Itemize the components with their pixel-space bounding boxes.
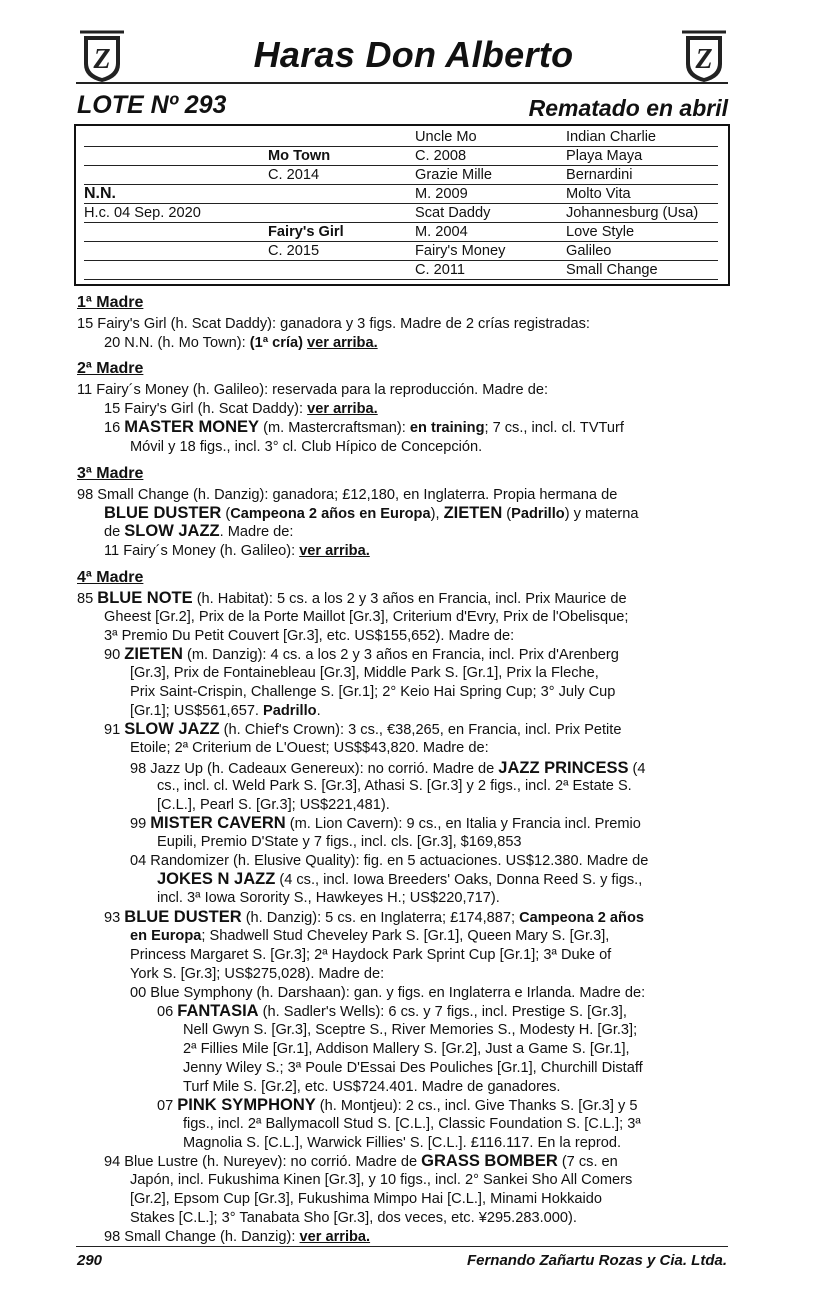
text-line: Princess Margaret S. [Gr.3]; 2ª Haydock Park Sprint Cup [Gr.1]; 3ª Duke of (130, 947, 612, 963)
text-line: 11 Fairy´s Money (h. Galileo): ver arriba. (104, 543, 370, 559)
text-line: 15 Fairy's Girl (h. Scat Daddy): ver arriba. (104, 401, 378, 417)
text-line: Gheest [Gr.2], Prix de la Porte Maillot [Gr.3], Criterium d'Evry, Prix de l'Obelisque; (104, 609, 629, 625)
section-heading: 4ª Madre (77, 569, 144, 586)
text-line: [Gr.2], Epsom Cup [Gr.3], Fukushima Mimpo Hai [C.L.], Minami Hokkaido (130, 1191, 603, 1207)
text-line: cs., incl. cl. Weld Park S. [Gr.3], Athasi S. [Gr.3] y 2 figs., incl. 2ª Estate S. (157, 778, 632, 794)
pedigree-cell: Grazie Mille (415, 167, 493, 183)
text-line: 15 Fairy's Girl (h. Scat Daddy): ganadora y 3 figs. Madre de 2 crías registradas: (77, 316, 590, 332)
text-line: en Europa; Shadwell Stud Cheveley Park S. [Gr.1], Queen Mary S. [Gr.3], (130, 928, 610, 944)
text-line: [Gr.1]; US$561,657. Padrillo. (130, 703, 321, 719)
pedigree-cell: Bernardini (566, 167, 633, 183)
pedigree-cell: M. 2009 (415, 186, 468, 202)
text-line: Stakes [C.L.]; 3° Tanabata Sho [Gr.3], dos veces, etc. ¥295.283.000). (130, 1210, 577, 1226)
pedigree-row (84, 222, 718, 242)
text-line: 90 ZIETEN (m. Danzig): 4 cs. a los 2 y 3 años en Francia, incl. Prix d'Arenberg (104, 645, 619, 663)
pedigree-cell: Scat Daddy (415, 205, 491, 221)
text-line: 98 Small Change (h. Danzig): ver arriba. (104, 1229, 371, 1245)
section-heading: 2ª Madre (77, 360, 144, 377)
text-line: incl. 3ª Iowa Sorority S., Hawkeyes H.; US$220,717). (157, 890, 500, 906)
pedigree-cell: C. 2015 (268, 243, 320, 259)
header-divider (76, 82, 728, 84)
text-line: 16 MASTER MONEY (m. Mastercraftsman): en training; 7 cs., incl. cl. TVTurf (104, 418, 624, 436)
pedigree-cell: Small Change (566, 262, 658, 278)
footer-divider (76, 1246, 728, 1247)
shield-logo-icon (680, 30, 728, 84)
text-line: 07 PINK SYMPHONY (h. Montjeu): 2 cs., incl. Give Thanks S. [Gr.3] y 5 (157, 1096, 638, 1114)
pedigree-row (84, 184, 718, 204)
text-line: Magnolia S. [C.L.], Warwick Fillies' S. [C.L.]. £116.117. En la reprod. (183, 1135, 622, 1151)
footer-company: Fernando Zañartu Rozas y Cia. Ltda. (466, 1252, 727, 1269)
section-heading: 1ª Madre (77, 294, 144, 311)
text-line: Eupili, Premio D'State y 7 figs., incl. cls. [Gr.3], $169,853 (157, 834, 522, 850)
svg-text:Z: Z (695, 44, 713, 75)
text-line: Móvil y 18 figs., incl. 3° cl. Club Hípico de Concepción. (130, 439, 483, 455)
lot-number: LOTE Nº 293 (77, 91, 227, 119)
text-line: BLUE DUSTER (Campeona 2 años en Europa), ZIETEN (Padrillo) y materna (104, 504, 639, 522)
lot-status: Rematado en abril (528, 95, 728, 121)
text-line: 00 Blue Symphony (h. Darshaan): gan. y figs. en Inglaterra e Irlanda. Madre de: (130, 985, 646, 1001)
pedigree-row (84, 241, 718, 261)
pedigree-table (74, 124, 730, 286)
section-heading: 3ª Madre (77, 465, 144, 482)
pedigree-cell: C. 2011 (415, 262, 466, 278)
pedigree-sire: Mo Town (268, 148, 331, 164)
pedigree-cell: Uncle Mo (415, 129, 477, 145)
text-line: 94 Blue Lustre (h. Nureyev): no corrió. Madre de GRASS BOMBER (7 cs. en (104, 1152, 618, 1170)
pedigree-cell: Fairy's Money (415, 243, 506, 259)
text-line: 98 Jazz Up (h. Cadeaux Genereux): no corrió. Madre de JAZZ PRINCESS (4 (130, 759, 646, 777)
text-line: 91 SLOW JAZZ (h. Chief's Crown): 3 cs., €38,265, en Francia, incl. Prix Petite (104, 720, 622, 738)
pedigree-cell: Molto Vita (566, 186, 631, 202)
text-line: Jenny Wiley S.; 3ª Poule D'Essai Des Pouliches [Gr.1], Churchill Distaff (183, 1060, 643, 1076)
text-line: 85 BLUE NOTE (h. Habitat): 5 cs. a los 2 y 3 años en Francia, incl. Prix Maurice de (77, 589, 627, 607)
text-line: 2ª Fillies Mile [Gr.1], Addison Mallery S. [Gr.2], Just a Game S. [Gr.1], (183, 1041, 630, 1057)
text-line: Nell Gwyn S. [Gr.3], Sceptre S., River Memories S., Modesty H. [Gr.3]; (183, 1022, 638, 1038)
pedigree-cell: Playa Maya (566, 148, 643, 164)
pedigree-row (84, 260, 718, 280)
page-number: 290 (77, 1252, 103, 1269)
svg-text:Z: Z (93, 44, 111, 75)
pedigree-cell: C. 2014 (268, 167, 320, 183)
text-line: [C.L.], Pearl S. [Gr.3]; US$221,481). (157, 797, 390, 813)
pedigree-cell: Love Style (566, 224, 635, 240)
pedigree-row (84, 127, 718, 147)
text-line: Prix Saint-Crispin, Challenge S. [Gr.1]; 2° Keio Hai Spring Cup; 3° July Cup (130, 684, 616, 700)
text-line: Etoile; 2ª Criterium de L'Ouest; US$$43,820. Madre de: (130, 740, 489, 756)
text-line: 93 BLUE DUSTER (h. Danzig): 5 cs. en Inglaterra; £174,887; Campeona 2 años (104, 908, 644, 926)
text-line: Japón, incl. Fukushima Kinen [Gr.3], y 10 figs., incl. 2° Sankei Sho All Comers (130, 1172, 633, 1188)
pedigree-cell: Johannesburg (Usa) (566, 205, 699, 221)
text-line: 20 N.N. (h. Mo Town): (1ª cría) ver arriba. (104, 335, 378, 351)
pedigree-row (84, 165, 718, 185)
text-line: Turf Mile S. [Gr.2], etc. US$724.401. Madre de ganadores. (183, 1079, 561, 1095)
pedigree-cell: Galileo (566, 243, 612, 259)
text-line: de SLOW JAZZ. Madre de: (104, 522, 294, 540)
pedigree-dam: Fairy's Girl (268, 224, 344, 240)
pedigree-horse-name: N.N. (84, 185, 116, 202)
pedigree-cell: C. 2008 (415, 148, 467, 164)
pedigree-row (84, 146, 718, 166)
text-line: 04 Randomizer (h. Elusive Quality): fig. en 5 actuaciones. US$12.380. Madre de (130, 853, 649, 869)
text-line: 11 Fairy´s Money (h. Galileo): reservada para la reproducción. Madre de: (77, 382, 548, 398)
pedigree-cell: M. 2004 (415, 224, 468, 240)
pedigree-cell: Indian Charlie (566, 129, 657, 145)
text-line: 98 Small Change (h. Danzig): ganadora; £12,180, en Inglaterra. Propia hermana de (77, 487, 618, 503)
text-line: 99 MISTER CAVERN (m. Lion Cavern): 9 cs., en Italia y Francia incl. Premio (130, 814, 641, 832)
pedigree-birth: H.c. 04 Sep. 2020 (84, 205, 201, 221)
text-line: figs., incl. 2ª Ballymacoll Stud S. [C.L.], Classic Foundation S. [C.L.]; 3ª (183, 1116, 641, 1132)
text-line: [Gr.3], Prix de Fontainebleau [Gr.3], Middle Park S. [Gr.1], Prix la Fleche, (130, 665, 599, 681)
pedigree-row (84, 203, 718, 223)
page-title: Haras Don Alberto (253, 34, 574, 75)
text-line: York S. [Gr.3]; US$275,028). Madre de: (130, 966, 385, 982)
text-line: 3ª Premio Du Petit Couvert [Gr.3], etc. US$155,652). Madre de: (104, 628, 515, 644)
text-line: 06 FANTASIA (h. Sadler's Wells): 6 cs. y 7 figs., incl. Prestige S. [Gr.3], (157, 1002, 627, 1020)
text-line: JOKES N JAZZ (4 cs., incl. Iowa Breeders' Oaks, Donna Reed S. y figs., (157, 870, 643, 888)
